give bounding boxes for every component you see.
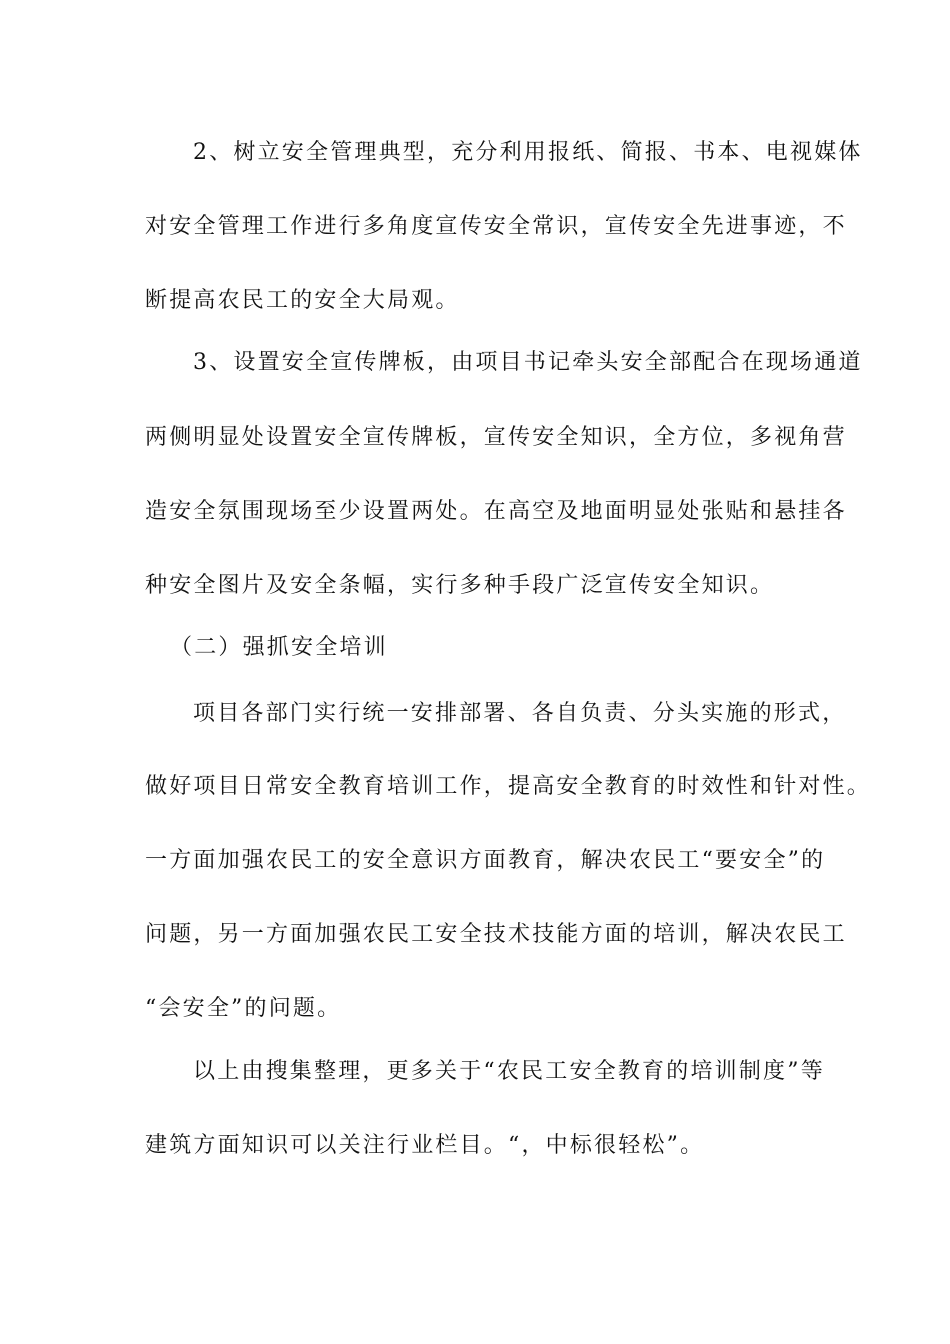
training-paragraph-line-3: 一方面加强农民工的安全意识方面教育，解决农民工“要安全”的 (145, 848, 826, 873)
paragraph-2-line-1: 2、树立安全管理典型，充分利用报纸、简报、书本、电视媒体 (193, 140, 863, 165)
closing-paragraph-line-2: 建筑方面知识可以关注行业栏目。“，中标很轻松”。 (145, 1133, 705, 1158)
training-paragraph-line-5: “会安全”的问题。 (145, 996, 342, 1021)
paragraph-2-line-3: 断提高农民工的安全大局观。 (145, 288, 460, 313)
training-paragraph-line-2: 做好项目日常安全教育培训工作，提高安全教育的时效性和针对性。 (145, 774, 872, 799)
paragraph-3-line-1: 3、设置安全宣传牌板，由项目书记牵头安全部配合在现场通道 (193, 350, 863, 375)
paragraph-2-line-2: 对安全管理工作进行多角度宣传安全常识，宣传安全先进事迹，不 (145, 214, 847, 239)
paragraph-3-line-2: 两侧明显处设置安全宣传牌板，宣传安全知识，全方位，多视角营 (145, 425, 847, 450)
paragraph-3-line-3: 造安全氛围现场至少设置两处。在高空及地面明显处张贴和悬挂各 (145, 499, 847, 524)
training-paragraph-line-1: 项目各部门实行统一安排部署、各自负责、分头实施的形式， (193, 701, 847, 726)
section-heading: （二）强抓安全培训 (170, 635, 388, 660)
closing-paragraph-line-1: 以上由搜集整理，更多关于“农民工安全教育的培训制度”等 (193, 1059, 825, 1084)
training-paragraph-line-4: 问题，另一方面加强农民工安全技术技能方面的培训，解决农民工 (145, 922, 847, 947)
paragraph-3-line-4: 种安全图片及安全条幅，实行多种手段广泛宣传安全知识。 (145, 573, 775, 598)
